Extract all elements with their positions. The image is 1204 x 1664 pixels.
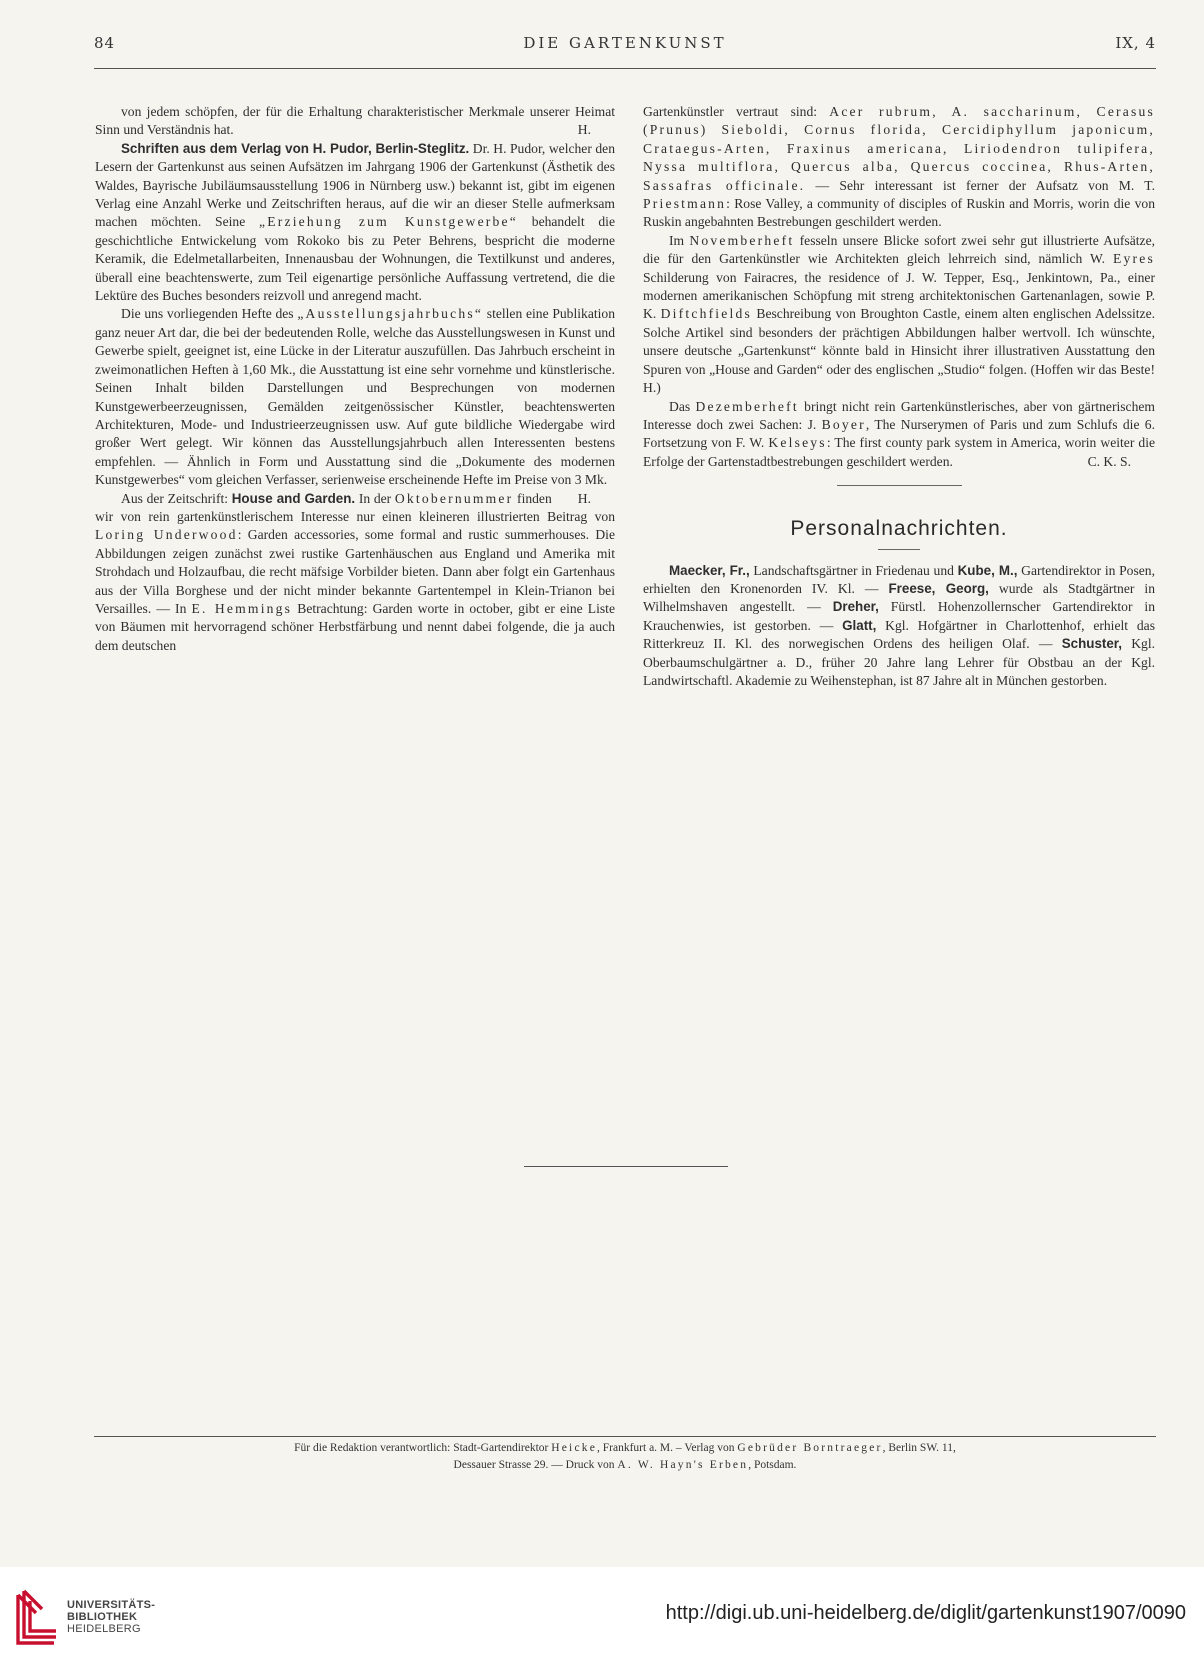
signature: H. <box>577 490 591 506</box>
section-divider <box>837 485 962 486</box>
paragraph-november: Im Novemberheft fesseln unsere Blicke sofort zwei sehr gut illustrierte Aufsätze, die für den Gartenkünstler wie Architekten gleich lehrreich sind, nämlich W. Eyres Schilderung von Fairacres, the residence of J. W. Tepper, Esq., Jenkintown, Pa., einer modernen amerikanischen Schöpfung mit streng architektonischen Gartenanlagen, sowie P. K. Diftchfields Beschreibung von Broughton Castle, einem alten englischen Adelssitze. Solche Artikel sind besonders der prächtigen Abbildungen halber wertvoll. Ich wünschte, unsere deutsche „Gartenkunst“ könnte bald in Hinsicht ihrer illustrativen Ausstattung den Spuren von „House and Garden“ oder des englischen „Studio“ folgen. (Hoffen wir das Beste! H.) <box>643 232 1155 396</box>
footer-rule <box>94 1436 1156 1437</box>
journal-title: DIE GARTENKUNST <box>523 34 727 52</box>
review-heading: Schriften aus dem Verlag von H. Pudor, Berlin-Steglitz. <box>121 140 470 156</box>
imprint-footer <box>94 1440 1156 1474</box>
library-footer-bar <box>0 1567 1204 1664</box>
paragraph-dezember: Das Dezemberheft bringt nicht rein Gartenkünstlerisches, aber von gärtnerischem Interesse doch zwei Sachen: J. Boyer, The Nurserymen of Paris und zum Schlufs die 6. Fortsetzung von F. W. Kelseys: The first county park system in America, worin weiter die Erfolge der Gartenstadtbestrebungen geschildert werden. C. K. S. <box>643 398 1155 472</box>
left-column <box>95 103 615 655</box>
signature: H. <box>577 122 591 138</box>
imprint-line-2: Dessauer Strasse 29. — Druck von A. W. Hayn's Erben, Potsdam. <box>453 1459 797 1471</box>
paragraph-house-and-garden: Aus der Zeitschrift: House and Garden. In der Oktobernummer finden wir von rein gartenkünstlerischem Interesse nur einen kleineren illustrierten Beitrag von Loring Underwood: Garden accessories, some formal and rustic summerhouses. Die Abbildungen zeigen zunächst zwei rustike Gartenhäuschen aus England und Amerika mit Strohdach und Holzaufbau, die recht mäfsige Vorbilder bieten. Dann aber folgt ein Gartenhaus aus der Villa Borghese und der nicht minder bekannte Gartentempel in Klein-Trianon bei Versailles. — In E. Hemmings Betrachtung: Garden worte in october, gibt er eine Liste von Bäumen mit hervorragend schöner Herbstfärbung und nennt dabei folgende, die ja auch dem deutschen <box>95 490 615 653</box>
imprint-line-1: Für die Redaktion verantwortlich: Stadt-Gartendirektor Heicke, Frankfurt a. M. – Verlag von Gebrüder Borntraeger, Berlin SW. 11, <box>294 1442 956 1454</box>
paragraph-tree-list: Gartenkünstler vertraut sind: Acer rubrum, A. saccharinum, Cerasus (Prunus) Sieboldi, Cornus florida, Cercidiphyllum japonicum, Crataegus-Arten, Fraxinus americana, Liriodendron tulipifera, Nyssa multiflora, Quercus alba, Quercus coccinea, Rhus-Arten, Sassafras officinale. — Sehr interessant ist ferner der Aufsatz von M. T. Priestmann: Rose Valley, a community of disciples of Ruskin and Morris, worin die von Ruskin angebahnten Bestrebungen geschildert werden. <box>643 104 1155 230</box>
volume-number: IX, 4 <box>1115 34 1156 52</box>
end-of-text-rule <box>524 1166 728 1167</box>
header-rule <box>94 68 1156 69</box>
library-logo-icon[interactable] <box>14 1587 58 1645</box>
digitization-url-link[interactable]: http://digi.ub.uni-heidelberg.de/diglit/gartenkunst1907/0090 <box>665 1602 1186 1624</box>
paragraph-pudor: Schriften aus dem Verlag von H. Pudor, Berlin-Steglitz. Dr. H. Pudor, welcher den Lesern der Gartenkunst aus seinen Aufsätzen im Jahrgang 1906 der Gartenkunst (Ästhetik des Waldes, Bayrische Jubiläumsausstellung 1906 in Nürnberg usw.) bekannt ist, gibt im eigenen Verlag eine Anzahl Werke und Zeitschriften heraus, auf die wir an dieser Stelle aufmerksam machen möchten. Seine „Erziehung zum Kunstgewerbe“ behandelt die geschichtliche Entwickelung vom Rokoko bis zu Peter Behrens, bespricht die moderne Keramik, die Edelmetallarbeiten, Innenausbau der Wohnungen, die Textilkunst und anderes, überall eine beachtenswerte, zum Teil eigenartige persönliche Auffassung vertretend, die die Lektüre des Buches besonders reizvoll und anregend macht. <box>95 140 615 304</box>
right-column <box>643 103 1155 690</box>
paragraph-heimat: von jedem schöpfen, der für die Erhaltung charakteristischer Merkmale unserer Heimat Sinn und Verständnis hat. H. <box>95 103 615 140</box>
running-header <box>94 34 1156 54</box>
section-heading: Personalnachrichten. <box>790 517 1008 541</box>
library-name[interactable]: UNIVERSITÄTS- BIBLIOTHEK HEIDELBERG <box>67 1599 156 1635</box>
paragraph-ausstellungsjahrbuch: Die uns vorliegenden Hefte des „Ausstellungsjahrbuchs“ stellen eine Publikation ganz neuer Art dar, die bei der bedeutenden Rolle, welche das Ausstellungswesen in Kunst und Gewerbe spielt, geeignet ist, eine Lücke in der Literatur auszufüllen. Das Jahrbuch erscheint in zweimonatlichen Heften à 1,60 Mk., die Ausstattung ist eine sehr vornehme und künstlerische. Seinen Inhalt bilden Darstellungen und Besprechungen von modernen Kunstgewerbeerzeugnissen, Gemälden zeitgenössischer Künstler, beachtenswerten Architekturen, Mode- und Industrieerzeugnissen usw. Auf gute bildliche Wiedergabe wird großer Wert gelegt. Wir können das Ausstellungsjahrbuch allen Interessenten bestens empfehlen. — Ähnlich in Form und Ausstattung sind die „Dokumente des modernen Kunstgewerbes“ vom gleichen Verfasser, serienweise erscheinende Hefte im Preise von 3 Mk. H. <box>95 305 615 489</box>
page-number: 84 <box>94 34 116 52</box>
paragraph-personal-news: Maecker, Fr., Landschaftsgärtner in Friedenau und Kube, M., Gartendirektor in Posen, erhielten den Kronenorden IV. Kl. — Freese, Georg, wurde als Stadtgärtner in Wilhelmshaven angestellt. — Dreher, Fürstl. Hohenzollernscher Gartendirektor in Krauchenwies, ist gestorben. — Glatt, Kgl. Hofgärtner in Charlottenhof, erhielt das Ritterkreuz II. Kl. des norwegischen Ordens des heiligen Olaf. — Schuster, Kgl. Oberbaumschulgärtner a. D., früher 20 Jahre lang Lehrer für Obstbau an der Kgl. Landwirtschaftl. Akademie zu Weihenstephan, ist 87 Jahre alt in München gestorben. <box>643 562 1156 688</box>
signature: C. K. S. <box>1087 453 1131 469</box>
heading-rule <box>878 549 920 550</box>
